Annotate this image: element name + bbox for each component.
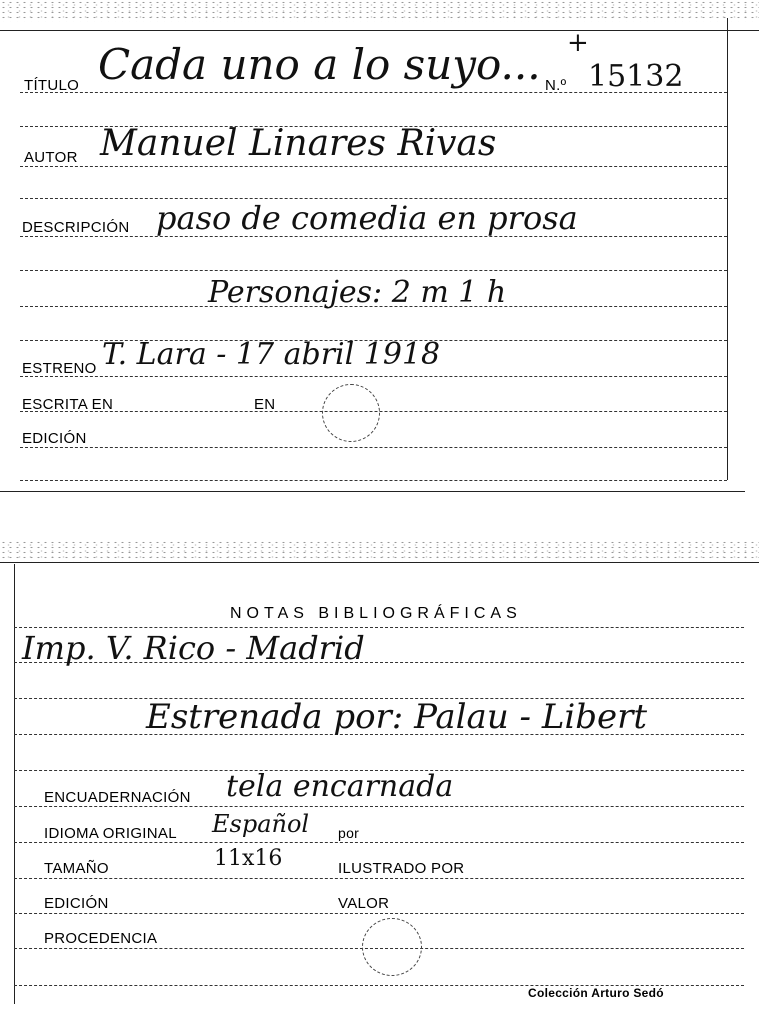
scan-noise-top <box>0 0 759 22</box>
ruled-line <box>14 806 744 807</box>
stamp-circle <box>362 918 422 976</box>
label-en: EN <box>254 396 276 413</box>
value-titulo: Cada uno a lo suyo... <box>98 40 541 89</box>
label-edicion: EDICIÓN <box>22 430 87 447</box>
value-idioma: Español <box>212 810 310 838</box>
ruled-line <box>20 166 727 167</box>
card-edge-right <box>727 18 728 480</box>
numero-mark: + <box>567 28 589 58</box>
catalog-card-front <box>0 0 759 492</box>
label-valor: VALOR <box>338 895 390 912</box>
value-autor: Manuel Linares Rivas <box>100 123 497 164</box>
card-top-border <box>0 30 759 31</box>
ruled-line <box>20 376 727 377</box>
label-edicion-2: EDICIÓN <box>44 895 109 912</box>
label-autor: AUTOR <box>24 149 78 166</box>
heading-notas: NOTAS BIBLIOGRÁFICAS <box>230 605 522 622</box>
ruled-line <box>14 913 744 914</box>
ruled-line <box>14 842 744 843</box>
label-estreno: ESTRENO <box>22 360 97 377</box>
value-tamano: 11x16 <box>214 846 283 871</box>
value-nota-1: Imp. V. Rico - Madrid <box>22 629 365 667</box>
label-encuadernacion: ENCUADERNACIÓN <box>44 789 191 806</box>
ruled-line <box>20 447 727 448</box>
ruled-line <box>14 627 744 628</box>
coleccion-footer: Colección Arturo Sedó <box>528 986 664 1000</box>
value-numero: 15132 <box>588 59 684 94</box>
label-procedencia: PROCEDENCIA <box>44 930 158 947</box>
card-bottom-border <box>0 491 745 492</box>
label-titulo: TÍTULO <box>24 77 80 94</box>
label-descripcion: DESCRIPCIÓN <box>22 219 130 236</box>
label-numero: N.º <box>545 77 567 94</box>
card-top-border <box>0 562 759 563</box>
value-nota-2: Estrenada por: Palau - Libert <box>146 697 648 737</box>
label-escrita-en: ESCRITA EN <box>22 396 114 413</box>
label-por: por <box>338 825 360 841</box>
ruled-line <box>20 480 727 481</box>
stamp-circle <box>322 384 380 442</box>
ruled-line <box>20 270 727 271</box>
label-tamano: TAMAÑO <box>44 860 109 877</box>
ruled-line <box>14 878 744 879</box>
label-idioma: IDIOMA ORIGINAL <box>44 825 177 842</box>
card-edge-left <box>14 564 15 1004</box>
value-estreno: T. Lara - 17 abril 1918 <box>102 337 441 372</box>
scan-noise-top <box>0 540 759 562</box>
value-personajes: Personajes: 2 m 1 h <box>208 275 507 310</box>
value-encuadernacion: tela encarnada <box>226 769 454 804</box>
value-descripcion: paso de comedia en prosa <box>156 199 578 237</box>
catalog-card-back <box>0 540 759 1028</box>
label-ilustrado: ILUSTRADO POR <box>338 860 465 877</box>
